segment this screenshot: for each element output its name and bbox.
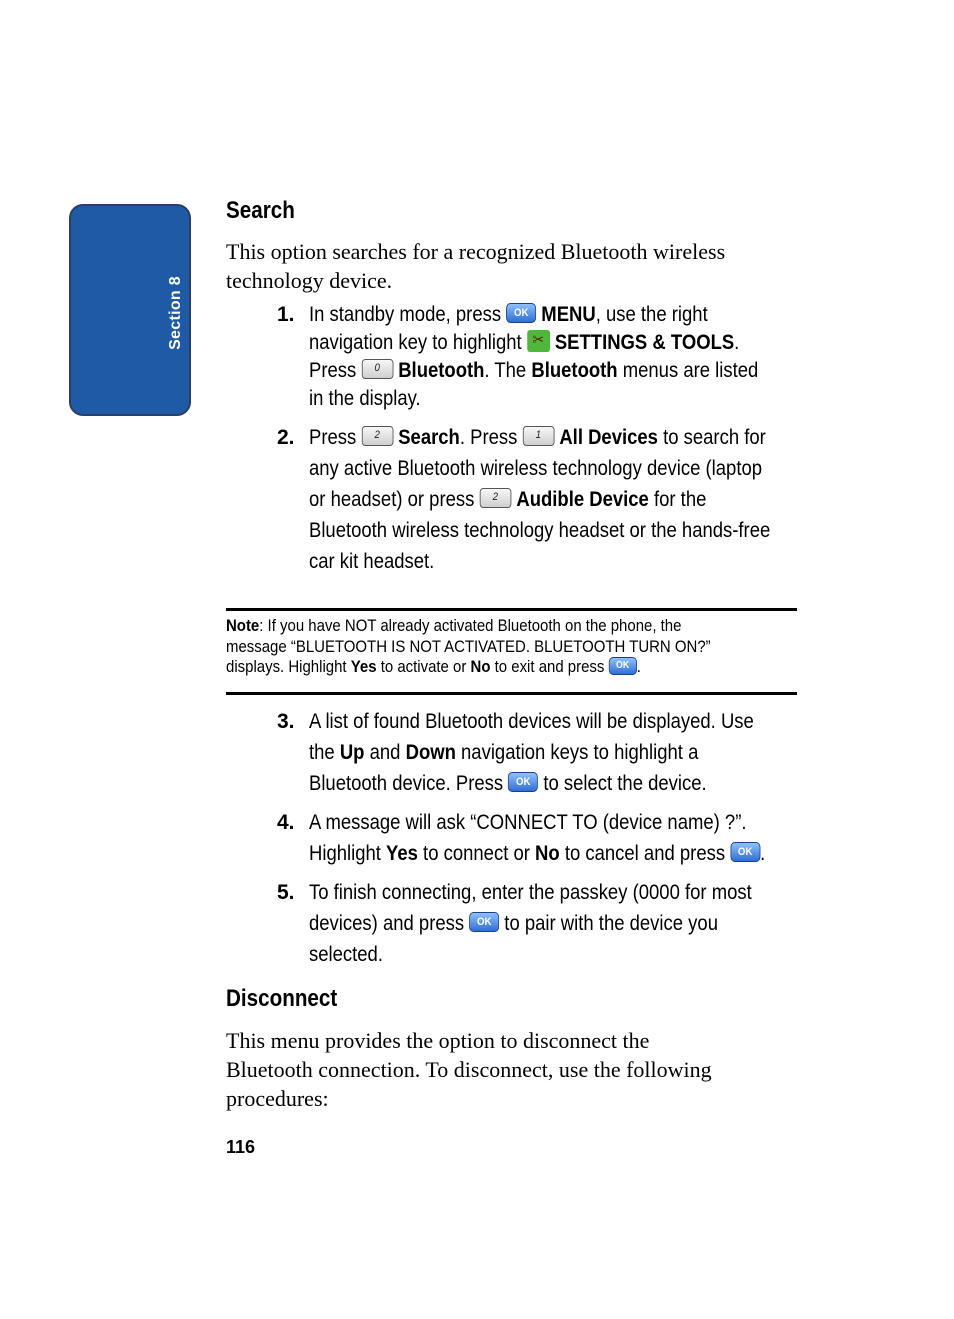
page-number: 116: [226, 1137, 256, 1157]
note-box: [226, 616, 797, 678]
step-text: . The: [484, 359, 527, 382]
search-intro-line-1: This option searches for a recognized Bluetooth wireless: [226, 239, 726, 264]
ok-key-icon: OK: [508, 772, 538, 792]
note-label: Note: [226, 616, 260, 635]
note-text: displays. Highlight: [226, 657, 347, 676]
settings-tools-label: SETTINGS & TOOLS: [554, 331, 735, 354]
step-text: , use the right: [595, 303, 708, 326]
step-text: Press: [309, 359, 357, 382]
step-text: and: [364, 741, 401, 764]
step-text: in the display.: [309, 387, 421, 410]
audible-device-label: Audible Device: [516, 488, 649, 511]
step-text: any active Bluetooth wireless technology device (laptop: [309, 457, 763, 480]
step-number: 1.: [277, 303, 295, 326]
step-text: .: [760, 842, 766, 865]
step-number: 4.: [277, 811, 295, 834]
step-text: to cancel and press: [559, 842, 726, 865]
step-text: A message will ask “CONNECT TO (device name) ?”.: [309, 811, 747, 834]
no-label: No: [470, 657, 491, 676]
step-text: Press: [309, 426, 357, 449]
bluetooth-label: Bluetooth: [398, 359, 485, 382]
note-top-rule: [226, 608, 797, 611]
step-text: A list of found Bluetooth devices will be displayed. Use: [309, 710, 754, 733]
note-bottom-rule: [226, 692, 797, 695]
ok-key-icon: OK: [506, 303, 536, 323]
zero-key-icon: 0: [361, 359, 393, 379]
ok-key-icon: OK: [730, 842, 760, 862]
step-text: menus are listed: [617, 359, 759, 382]
down-label: Down: [405, 741, 456, 764]
step-text: To finish connecting, enter the passkey (0000 for most: [309, 881, 752, 904]
note-text: to activate or: [376, 657, 467, 676]
step-text: devices) and press: [309, 912, 465, 935]
note-text: message “BLUETOOTH IS NOT ACTIVATED. BLUETOOTH TURN ON?”: [226, 636, 711, 656]
ok-key-icon: OK: [609, 657, 637, 675]
no-label: No: [535, 842, 560, 865]
step-number: 5.: [277, 881, 295, 904]
step-text: Highlight: [309, 842, 381, 865]
disconnect-intro-line-3: procedures:: [226, 1086, 329, 1111]
step-text: Bluetooth wireless technology headset or the hands-free: [309, 519, 771, 542]
yes-label: Yes: [350, 657, 377, 676]
disconnect-intro: [226, 1026, 801, 1113]
search-intro: [226, 237, 801, 295]
step-text: . Press: [459, 426, 518, 449]
note-text: .: [636, 657, 641, 676]
note-text: : If you have NOT already activated Bluetooth on the phone, the: [259, 616, 682, 635]
menu-label: MENU: [541, 303, 596, 326]
step-text: car kit headset.: [309, 550, 435, 573]
step-text: selected.: [309, 943, 383, 966]
step-text: the: [309, 741, 335, 764]
ok-key-icon: OK: [469, 912, 499, 932]
step-text: to pair with the device you: [499, 912, 718, 935]
disconnect-intro-line-2: Bluetooth connection. To disconnect, use the following: [226, 1057, 712, 1082]
step-text: for the: [648, 488, 707, 511]
step-text: to search for: [657, 426, 766, 449]
note-text: to exit and press: [490, 657, 605, 676]
yes-label: Yes: [386, 842, 418, 865]
one-key-icon: 1: [523, 426, 555, 446]
settings-tools-icon: ✂: [527, 330, 550, 352]
step-text: or headset) or press: [309, 488, 475, 511]
search-label: Search: [398, 426, 460, 449]
two-key-icon: 2: [361, 426, 393, 446]
step-number: 3.: [277, 710, 295, 733]
two-key-icon: 2: [480, 488, 512, 508]
disconnect-heading: Disconnect: [226, 985, 338, 1012]
step-number: 2.: [277, 426, 295, 449]
step-text: to connect or: [417, 842, 530, 865]
step-text: .: [734, 331, 740, 354]
disconnect-intro-line-1: This menu provides the option to disconnect the: [226, 1028, 650, 1053]
search-heading: Search: [226, 197, 295, 224]
all-devices-label: All Devices: [559, 426, 658, 449]
step-text: Bluetooth device. Press: [309, 772, 504, 795]
section-tab-label: Section 8: [167, 276, 184, 350]
bluetooth-label: Bluetooth: [531, 359, 618, 382]
step-text: In standby mode, press: [309, 303, 502, 326]
step-text: navigation keys to highlight a: [455, 741, 699, 764]
step-text: to select the device.: [538, 772, 707, 795]
step-text: navigation key to highlight: [309, 331, 522, 354]
search-intro-line-2: technology device.: [226, 268, 393, 293]
up-label: Up: [339, 741, 365, 764]
